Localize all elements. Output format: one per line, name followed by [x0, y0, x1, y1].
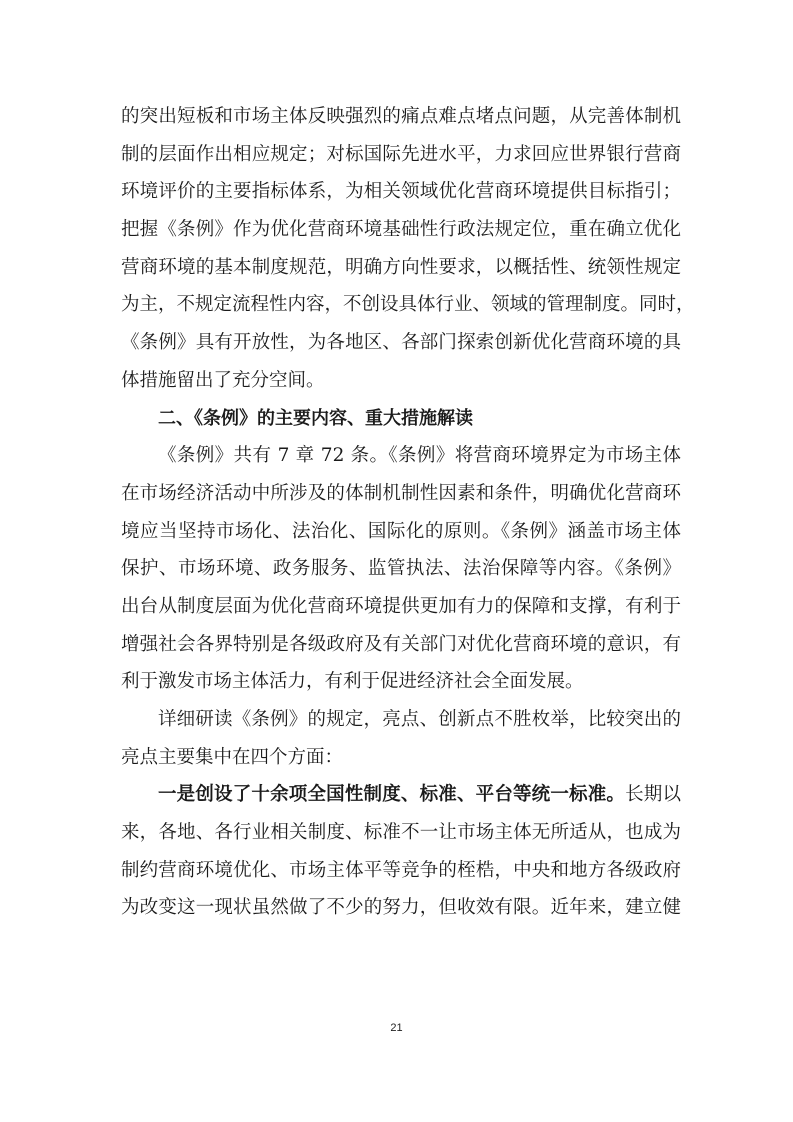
text-line: 《条例》具有开放性，为各地区、各部门探索创新优化营商环境的具 — [121, 332, 681, 354]
text-line: 为改变这一现状虽然做了不少的努力，但收效有限。近年来，建立健 — [121, 897, 681, 919]
text-line: 详细研读《条例》的规定，亮点、创新点不胜枚举，比较突出的 — [158, 709, 681, 730]
text-line: 来，各地、各行业相关制度、标准不一让市场主体无所适从，也成为 — [121, 822, 681, 844]
text-line: 出台从制度层面为优化营商环境提供更加有力的保障和支撑，有利于 — [121, 595, 681, 617]
text-line: 利于激发市场主体活力，有利于促进经济社会全面发展。 — [121, 671, 584, 693]
text-line: 保护、市场环境、政务服务、监管执法、法治保障等内容。《条例》 — [121, 558, 681, 580]
text-line: 制约营商环境优化、市场主体平等竞争的桎梏，中央和地方各级政府 — [121, 859, 681, 881]
text-line: 环境评价的主要指标体系，为相关领域优化营商环境提供目标指引； — [121, 181, 681, 203]
section-heading: 二、《条例》的主要内容、重大措施解读 — [158, 407, 473, 429]
text-line: 为主，不规定流程性内容，不创设具体行业、领域的管理制度。同时， — [121, 294, 695, 316]
paragraph — [121, 701, 681, 776]
text-line: 亮点主要集中在四个方面： — [121, 746, 344, 768]
page-number: 21 — [390, 1022, 403, 1034]
text-line: 营商环境的基本制度规范，明确方向性要求，以概括性、统领性规定 — [121, 256, 681, 278]
text-line: 体措施留出了充分空间。 — [121, 369, 325, 391]
text-line: 把握《条例》作为优化营商环境基础性行政法规定位，重在确立优化 — [121, 219, 681, 241]
text-line: 境应当坚持市场化、法治化、国际化的原则。《条例》涵盖市场主体 — [121, 520, 681, 542]
text-line: 《条例》共有 7 章 72 条。《条例》将营商环境界定为市场主体 — [158, 445, 681, 467]
lead-rest-text: 长期以 — [625, 784, 681, 806]
text-line: 制的层面作出相应规定；对标国际先进水平，力求回应世界银行营商 — [121, 143, 681, 165]
paragraph — [121, 98, 695, 400]
document-body — [121, 98, 695, 927]
text-line: 的突出短板和市场主体反映强烈的痛点难点堵点问题，从完善体制机 — [121, 106, 681, 127]
paragraph — [121, 437, 681, 701]
text-line: 增强社会各界特别是各级政府及有关部门对优化营商环境的意识，有 — [121, 633, 681, 655]
paragraph — [121, 776, 681, 927]
text-line — [121, 776, 681, 814]
text-line: 在市场经济活动中所涉及的体制机制性因素和条件，明确优化营商环 — [121, 482, 681, 504]
bold-lead-text: 一是创设了十余项全国性制度、标准、平台等统一标准。 — [158, 784, 626, 806]
